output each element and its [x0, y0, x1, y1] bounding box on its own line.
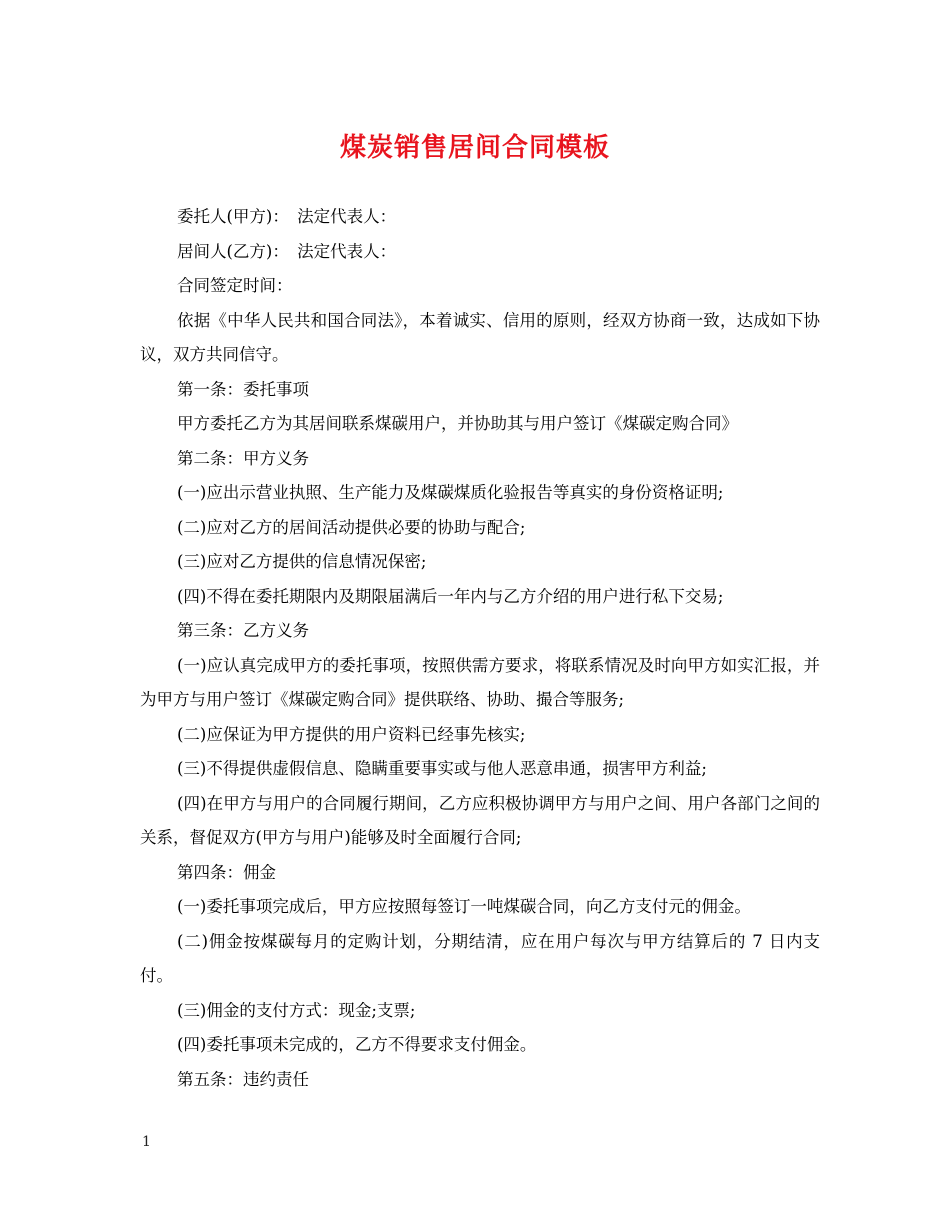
article-2-heading: 第二条：甲方义务 — [177, 448, 309, 468]
document-body — [140, 200, 820, 1097]
article-4-item-3: (三)佣金的支付方式：现金;支票; — [177, 1000, 416, 1020]
article-3-item-2: (二)应保证为甲方提供的用户资料已经事先核实; — [177, 724, 526, 744]
paragraph-intermediary: 居间人(乙方)： 法定代表人： — [177, 241, 397, 261]
article-2-item-2: (二)应对乙方的居间活动提供必要的协助与配合; — [177, 517, 526, 537]
article-4-heading: 第四条：佣金 — [177, 862, 276, 882]
article-3-item-4: (四)在甲方与用户的合同履行期间，乙方应积极协调甲方与用户之间、用户各部门之间的关系，督促双方(甲方与用户)能够及时全面履行合同; — [140, 793, 820, 847]
article-4-item-2: (二)佣金按煤碳每月的定购计划，分期结清，应在用户每次与甲方结算后的 7 日内支付。 — [140, 931, 820, 985]
article-4-item-4: (四)委托事项未完成的，乙方不得要求支付佣金。 — [177, 1035, 537, 1054]
article-2-item-4: (四)不得在委托期限内及期限届满后一年内与乙方介绍的用户进行私下交易; — [177, 586, 724, 606]
article-5-heading: 第五条：违约责任 — [177, 1069, 309, 1089]
article-3-item-3: (三)不得提供虚假信息、隐瞒重要事实或与他人恶意串通，损害甲方利益; — [177, 759, 707, 778]
article-4-item-1: (一)委托事项完成后，甲方应按照每签订一吨煤碳合同，向乙方支付元的佣金。 — [177, 897, 751, 916]
article-2-item-3: (三)应对乙方提供的信息情况保密; — [177, 552, 427, 571]
article-1-heading: 第一条：委托事项 — [177, 379, 309, 399]
document-title: 煤炭销售居间合同模板 — [339, 133, 610, 163]
article-2-item-1: (一)应出示营业执照、生产能力及煤碳煤质化验报告等真实的身份资格证明; — [177, 483, 724, 502]
page-number: 1 — [142, 1134, 151, 1150]
article-3-heading: 第三条：乙方义务 — [177, 621, 309, 640]
article-3-item-1: (一)应认真完成甲方的委托事项，按照供需方要求，将联系情况及时向甲方如实汇报，并为甲方与用户签订《煤碳定购合同》提供联络、协助、撮合等服务; — [140, 655, 820, 709]
article-1-body: 甲方委托乙方为其居间联系煤碳用户，并协助其与用户签订《煤碳定购合同》 — [177, 414, 738, 433]
paragraph-preamble: 依据《中华人民共和国合同法》，本着诚实、信用的原则，经双方协商一致，达成如下协议，双方共同信守。 — [140, 310, 820, 364]
paragraph-signing-time: 合同签定时间： — [177, 276, 293, 295]
paragraph-client: 委托人(甲方)： 法定代表人： — [177, 207, 397, 226]
